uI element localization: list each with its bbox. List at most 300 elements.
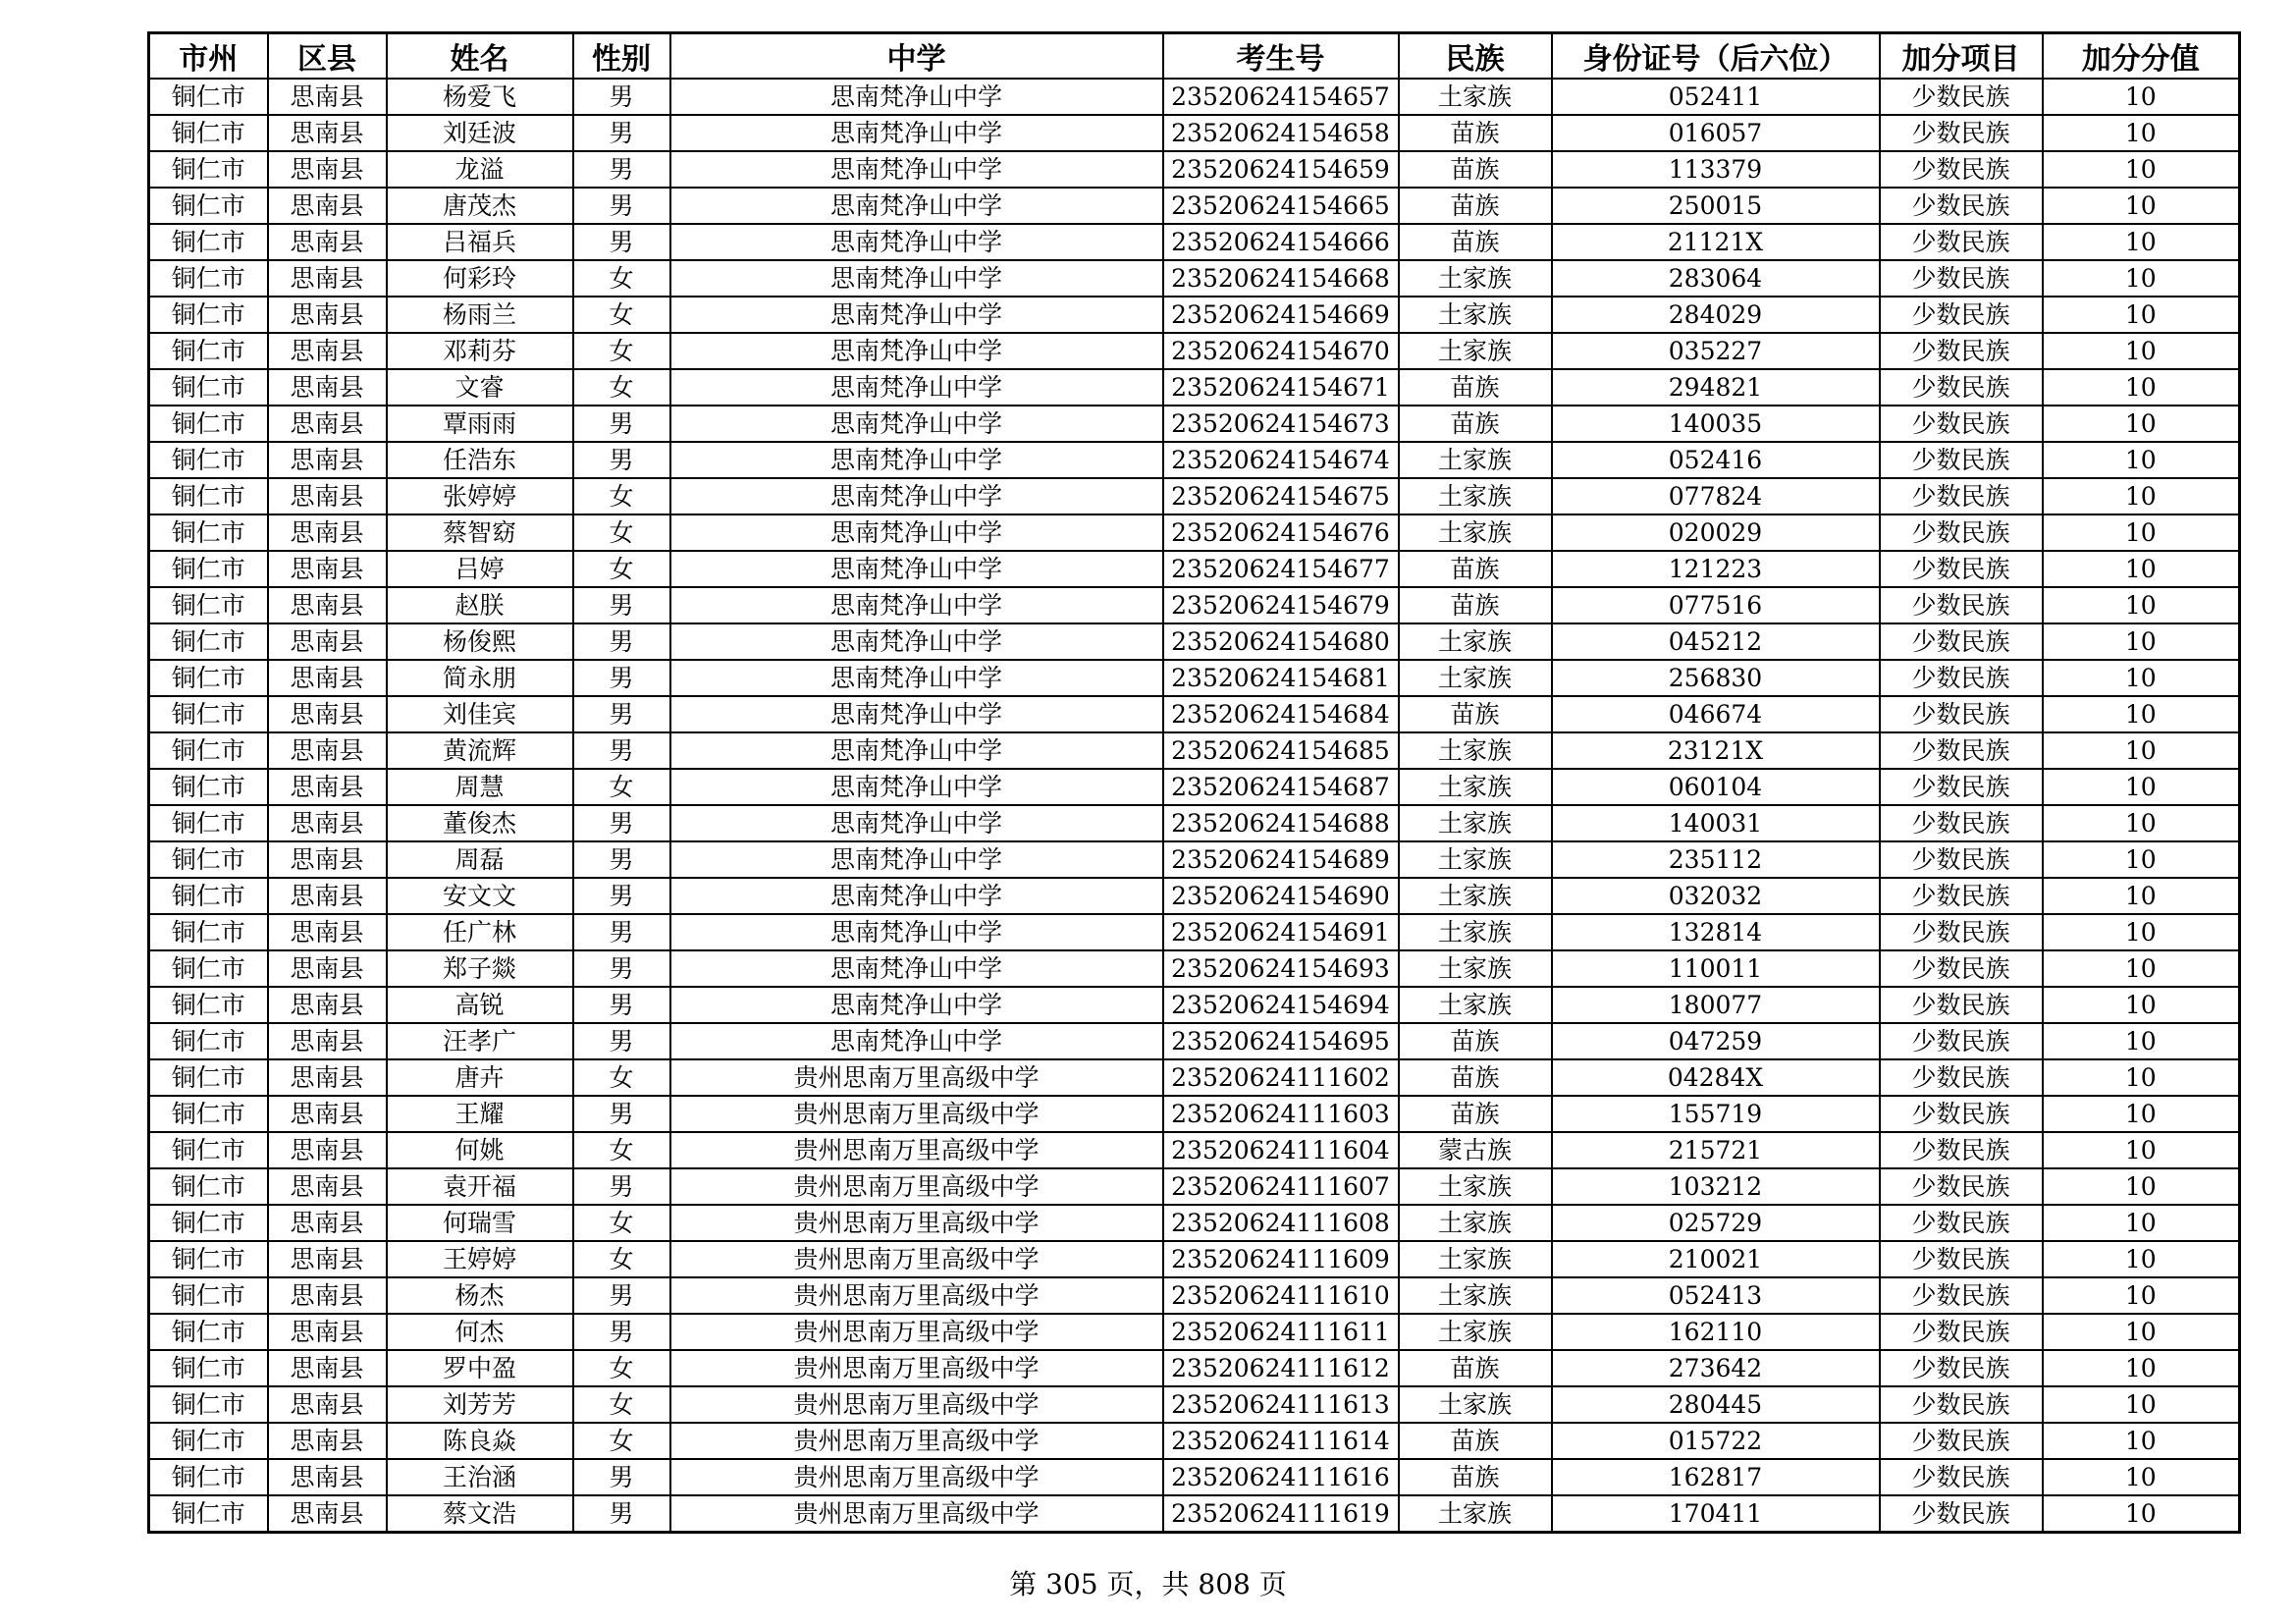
- cell-city: 铜仁市: [149, 551, 268, 587]
- cell-ethnicity: 土家族: [1399, 1314, 1552, 1350]
- cell-gender: 女: [573, 1059, 670, 1096]
- header-bonus-value: 加分分值: [2043, 33, 2240, 80]
- cell-gender: 女: [573, 333, 670, 369]
- cell-bonus-value: 10: [2043, 260, 2240, 297]
- table-row: [149, 1059, 2240, 1096]
- cell-gender: 男: [573, 805, 670, 841]
- cell-exam-number: 23520624154691: [1163, 914, 1399, 950]
- cell-city: 铜仁市: [149, 1059, 268, 1096]
- cell-bonus-value: 10: [2043, 1386, 2240, 1423]
- table-body: [149, 79, 2240, 1533]
- cell-id-last-six: 045212: [1552, 623, 1880, 660]
- cell-bonus-item: 少数民族: [1880, 551, 2043, 587]
- cell-gender: 女: [573, 1350, 670, 1386]
- cell-exam-number: 23520624154680: [1163, 623, 1399, 660]
- header-school: 中学: [670, 33, 1163, 80]
- cell-bonus-value: 10: [2043, 914, 2240, 950]
- cell-id-last-six: 04284X: [1552, 1059, 1880, 1096]
- cell-name: 袁开福: [387, 1168, 573, 1205]
- cell-city: 铜仁市: [149, 732, 268, 769]
- cell-school: 思南梵净山中学: [670, 79, 1163, 115]
- cell-ethnicity: 苗族: [1399, 369, 1552, 406]
- cell-city: 铜仁市: [149, 696, 268, 732]
- cell-exam-number: 23520624111603: [1163, 1096, 1399, 1132]
- cell-bonus-value: 10: [2043, 406, 2240, 442]
- cell-exam-number: 23520624154688: [1163, 805, 1399, 841]
- table-row: [149, 115, 2240, 151]
- cell-county: 思南县: [268, 1096, 387, 1132]
- cell-gender: 男: [573, 188, 670, 224]
- header-exam-number: 考生号: [1163, 33, 1399, 80]
- cell-gender: 男: [573, 623, 670, 660]
- cell-gender: 男: [573, 1495, 670, 1533]
- cell-city: 铜仁市: [149, 1386, 268, 1423]
- cell-bonus-value: 10: [2043, 1495, 2240, 1533]
- cell-school: 思南梵净山中学: [670, 297, 1163, 333]
- cell-name: 杨爱飞: [387, 79, 573, 115]
- cell-bonus-value: 10: [2043, 1277, 2240, 1314]
- cell-ethnicity: 土家族: [1399, 732, 1552, 769]
- cell-bonus-item: 少数民族: [1880, 1459, 2043, 1495]
- cell-gender: 女: [573, 551, 670, 587]
- cell-ethnicity: 土家族: [1399, 297, 1552, 333]
- cell-name: 文睿: [387, 369, 573, 406]
- cell-name: 刘芳芳: [387, 1386, 573, 1423]
- cell-bonus-value: 10: [2043, 1059, 2240, 1096]
- cell-school: 思南梵净山中学: [670, 406, 1163, 442]
- table-row: [149, 333, 2240, 369]
- cell-school: 思南梵净山中学: [670, 369, 1163, 406]
- cell-exam-number: 23520624154673: [1163, 406, 1399, 442]
- table-row: [149, 769, 2240, 805]
- cell-gender: 女: [573, 1241, 670, 1277]
- cell-school: 贵州思南万里高级中学: [670, 1423, 1163, 1459]
- cell-city: 铜仁市: [149, 1241, 268, 1277]
- cell-county: 思南县: [268, 623, 387, 660]
- cell-school: 思南梵净山中学: [670, 151, 1163, 188]
- cell-id-last-six: 215721: [1552, 1132, 1880, 1168]
- cell-city: 铜仁市: [149, 1168, 268, 1205]
- cell-id-last-six: 140035: [1552, 406, 1880, 442]
- cell-city: 铜仁市: [149, 769, 268, 805]
- cell-ethnicity: 苗族: [1399, 1423, 1552, 1459]
- cell-bonus-item: 少数民族: [1880, 1096, 2043, 1132]
- header-bonus-item: 加分项目: [1880, 33, 2043, 80]
- cell-county: 思南县: [268, 841, 387, 878]
- cell-exam-number: 23520624111607: [1163, 1168, 1399, 1205]
- cell-gender: 女: [573, 1132, 670, 1168]
- table-row: [149, 1459, 2240, 1495]
- cell-gender: 男: [573, 914, 670, 950]
- cell-bonus-value: 10: [2043, 732, 2240, 769]
- table-header: [149, 33, 2240, 80]
- cell-exam-number: 23520624154668: [1163, 260, 1399, 297]
- cell-id-last-six: 280445: [1552, 1386, 1880, 1423]
- cell-county: 思南县: [268, 1314, 387, 1350]
- cell-bonus-value: 10: [2043, 1168, 2240, 1205]
- cell-name: 何杰: [387, 1314, 573, 1350]
- cell-city: 铜仁市: [149, 151, 268, 188]
- cell-exam-number: 23520624111614: [1163, 1423, 1399, 1459]
- table-row: [149, 224, 2240, 260]
- cell-name: 唐卉: [387, 1059, 573, 1096]
- cell-name: 杨杰: [387, 1277, 573, 1314]
- cell-county: 思南县: [268, 115, 387, 151]
- cell-school: 思南梵净山中学: [670, 878, 1163, 914]
- cell-school: 思南梵净山中学: [670, 224, 1163, 260]
- cell-name: 王治涵: [387, 1459, 573, 1495]
- cell-bonus-value: 10: [2043, 551, 2240, 587]
- cell-school: 贵州思南万里高级中学: [670, 1350, 1163, 1386]
- cell-city: 铜仁市: [149, 406, 268, 442]
- header-gender: 性别: [573, 33, 670, 80]
- cell-county: 思南县: [268, 696, 387, 732]
- cell-name: 陈良焱: [387, 1423, 573, 1459]
- cell-school: 思南梵净山中学: [670, 841, 1163, 878]
- cell-exam-number: 23520624154694: [1163, 987, 1399, 1023]
- cell-id-last-six: 283064: [1552, 260, 1880, 297]
- cell-bonus-item: 少数民族: [1880, 841, 2043, 878]
- cell-gender: 男: [573, 1096, 670, 1132]
- cell-ethnicity: 土家族: [1399, 1277, 1552, 1314]
- table-row: [149, 1277, 2240, 1314]
- cell-name: 何瑞雪: [387, 1205, 573, 1241]
- cell-exam-number: 23520624154657: [1163, 79, 1399, 115]
- cell-bonus-value: 10: [2043, 297, 2240, 333]
- cell-bonus-value: 10: [2043, 1459, 2240, 1495]
- cell-gender: 女: [573, 514, 670, 551]
- cell-bonus-value: 10: [2043, 769, 2240, 805]
- cell-name: 吕福兵: [387, 224, 573, 260]
- cell-exam-number: 23520624111613: [1163, 1386, 1399, 1423]
- cell-school: 思南梵净山中学: [670, 914, 1163, 950]
- cell-name: 邓莉芬: [387, 333, 573, 369]
- cell-bonus-value: 10: [2043, 514, 2240, 551]
- cell-county: 思南县: [268, 1059, 387, 1096]
- cell-county: 思南县: [268, 260, 387, 297]
- cell-exam-number: 23520624154670: [1163, 333, 1399, 369]
- cell-bonus-item: 少数民族: [1880, 115, 2043, 151]
- cell-county: 思南县: [268, 805, 387, 841]
- cell-name: 何姚: [387, 1132, 573, 1168]
- cell-bonus-item: 少数民族: [1880, 805, 2043, 841]
- cell-bonus-item: 少数民族: [1880, 260, 2043, 297]
- cell-name: 周慧: [387, 769, 573, 805]
- cell-exam-number: 23520624154677: [1163, 551, 1399, 587]
- cell-city: 铜仁市: [149, 297, 268, 333]
- cell-exam-number: 23520624154658: [1163, 115, 1399, 151]
- cell-exam-number: 23520624111619: [1163, 1495, 1399, 1533]
- cell-name: 董俊杰: [387, 805, 573, 841]
- cell-exam-number: 23520624154665: [1163, 188, 1399, 224]
- cell-name: 罗中盈: [387, 1350, 573, 1386]
- cell-gender: 女: [573, 369, 670, 406]
- cell-id-last-six: 103212: [1552, 1168, 1880, 1205]
- cell-school: 思南梵净山中学: [670, 333, 1163, 369]
- cell-id-last-six: 077824: [1552, 478, 1880, 514]
- cell-bonus-item: 少数民族: [1880, 732, 2043, 769]
- cell-bonus-item: 少数民族: [1880, 878, 2043, 914]
- cell-ethnicity: 苗族: [1399, 224, 1552, 260]
- cell-bonus-value: 10: [2043, 950, 2240, 987]
- cell-bonus-value: 10: [2043, 79, 2240, 115]
- cell-school: 思南梵净山中学: [670, 1023, 1163, 1059]
- cell-ethnicity: 苗族: [1399, 1059, 1552, 1096]
- cell-exam-number: 23520624111602: [1163, 1059, 1399, 1096]
- cell-name: 蔡智窈: [387, 514, 573, 551]
- cell-name: 高锐: [387, 987, 573, 1023]
- table-row: [149, 987, 2240, 1023]
- cell-city: 铜仁市: [149, 587, 268, 623]
- cell-id-last-six: 21121X: [1552, 224, 1880, 260]
- cell-county: 思南县: [268, 442, 387, 478]
- cell-ethnicity: 土家族: [1399, 987, 1552, 1023]
- cell-gender: 男: [573, 950, 670, 987]
- cell-name: 张婷婷: [387, 478, 573, 514]
- cell-id-last-six: 052413: [1552, 1277, 1880, 1314]
- table-row: [149, 841, 2240, 878]
- cell-name: 王耀: [387, 1096, 573, 1132]
- cell-bonus-item: 少数民族: [1880, 333, 2043, 369]
- cell-bonus-item: 少数民族: [1880, 79, 2043, 115]
- table-row: [149, 514, 2240, 551]
- cell-ethnicity: 苗族: [1399, 1023, 1552, 1059]
- cell-id-last-six: 077516: [1552, 587, 1880, 623]
- cell-bonus-item: 少数民族: [1880, 587, 2043, 623]
- cell-name: 杨雨兰: [387, 297, 573, 333]
- cell-gender: 男: [573, 442, 670, 478]
- table-row: [149, 587, 2240, 623]
- cell-bonus-value: 10: [2043, 805, 2240, 841]
- table-row: [149, 1423, 2240, 1459]
- cell-school: 思南梵净山中学: [670, 551, 1163, 587]
- cell-school: 思南梵净山中学: [670, 514, 1163, 551]
- cell-city: 铜仁市: [149, 1023, 268, 1059]
- cell-city: 铜仁市: [149, 878, 268, 914]
- cell-exam-number: 23520624154675: [1163, 478, 1399, 514]
- cell-bonus-item: 少数民族: [1880, 188, 2043, 224]
- cell-name: 黄流辉: [387, 732, 573, 769]
- cell-county: 思南县: [268, 1423, 387, 1459]
- cell-id-last-six: 110011: [1552, 950, 1880, 987]
- table-row: [149, 1386, 2240, 1423]
- cell-bonus-value: 10: [2043, 841, 2240, 878]
- cell-id-last-six: 162817: [1552, 1459, 1880, 1495]
- table-row: [149, 369, 2240, 406]
- cell-county: 思南县: [268, 987, 387, 1023]
- cell-bonus-item: 少数民族: [1880, 1205, 2043, 1241]
- table-row: [149, 1350, 2240, 1386]
- cell-school: 贵州思南万里高级中学: [670, 1205, 1163, 1241]
- cell-county: 思南县: [268, 660, 387, 696]
- cell-id-last-six: 016057: [1552, 115, 1880, 151]
- cell-school: 贵州思南万里高级中学: [670, 1495, 1163, 1533]
- cell-city: 铜仁市: [149, 1423, 268, 1459]
- cell-city: 铜仁市: [149, 623, 268, 660]
- cell-bonus-item: 少数民族: [1880, 406, 2043, 442]
- cell-school: 贵州思南万里高级中学: [670, 1314, 1163, 1350]
- cell-school: 思南梵净山中学: [670, 732, 1163, 769]
- cell-exam-number: 23520624111608: [1163, 1205, 1399, 1241]
- cell-bonus-item: 少数民族: [1880, 224, 2043, 260]
- cell-id-last-six: 273642: [1552, 1350, 1880, 1386]
- cell-county: 思南县: [268, 1459, 387, 1495]
- cell-bonus-value: 10: [2043, 151, 2240, 188]
- cell-school: 思南梵净山中学: [670, 115, 1163, 151]
- cell-bonus-item: 少数民族: [1880, 1386, 2043, 1423]
- table-row: [149, 878, 2240, 914]
- cell-bonus-item: 少数民族: [1880, 1132, 2043, 1168]
- cell-city: 铜仁市: [149, 1205, 268, 1241]
- cell-bonus-item: 少数民族: [1880, 987, 2043, 1023]
- cell-id-last-six: 284029: [1552, 297, 1880, 333]
- cell-id-last-six: 052411: [1552, 79, 1880, 115]
- table-row: [149, 1168, 2240, 1205]
- cell-exam-number: 23520624111616: [1163, 1459, 1399, 1495]
- cell-bonus-item: 少数民族: [1880, 1495, 2043, 1533]
- table-row: [149, 950, 2240, 987]
- cell-ethnicity: 苗族: [1399, 151, 1552, 188]
- bonus-points-table: [147, 31, 2241, 1534]
- cell-name: 覃雨雨: [387, 406, 573, 442]
- cell-name: 任浩东: [387, 442, 573, 478]
- cell-bonus-value: 10: [2043, 660, 2240, 696]
- cell-ethnicity: 苗族: [1399, 188, 1552, 224]
- cell-id-last-six: 047259: [1552, 1023, 1880, 1059]
- cell-city: 铜仁市: [149, 1277, 268, 1314]
- cell-ethnicity: 土家族: [1399, 841, 1552, 878]
- cell-gender: 男: [573, 587, 670, 623]
- cell-id-last-six: 250015: [1552, 188, 1880, 224]
- cell-ethnicity: 土家族: [1399, 79, 1552, 115]
- cell-school: 思南梵净山中学: [670, 805, 1163, 841]
- cell-city: 铜仁市: [149, 1459, 268, 1495]
- cell-bonus-item: 少数民族: [1880, 442, 2043, 478]
- cell-school: 思南梵净山中学: [670, 188, 1163, 224]
- cell-school: 贵州思南万里高级中学: [670, 1168, 1163, 1205]
- cell-exam-number: 23520624111611: [1163, 1314, 1399, 1350]
- cell-city: 铜仁市: [149, 79, 268, 115]
- cell-id-last-six: 052416: [1552, 442, 1880, 478]
- table-row: [149, 732, 2240, 769]
- cell-exam-number: 23520624154689: [1163, 841, 1399, 878]
- cell-ethnicity: 土家族: [1399, 514, 1552, 551]
- cell-gender: 男: [573, 151, 670, 188]
- cell-id-last-six: 23121X: [1552, 732, 1880, 769]
- cell-id-last-six: 015722: [1552, 1423, 1880, 1459]
- cell-gender: 男: [573, 1314, 670, 1350]
- cell-school: 贵州思南万里高级中学: [670, 1132, 1163, 1168]
- cell-city: 铜仁市: [149, 188, 268, 224]
- cell-id-last-six: 060104: [1552, 769, 1880, 805]
- cell-school: 思南梵净山中学: [670, 987, 1163, 1023]
- cell-school: 贵州思南万里高级中学: [670, 1277, 1163, 1314]
- cell-gender: 女: [573, 1386, 670, 1423]
- cell-bonus-item: 少数民族: [1880, 914, 2043, 950]
- cell-bonus-item: 少数民族: [1880, 1168, 2043, 1205]
- cell-school: 思南梵净山中学: [670, 587, 1163, 623]
- cell-exam-number: 23520624154671: [1163, 369, 1399, 406]
- cell-bonus-item: 少数民族: [1880, 696, 2043, 732]
- cell-id-last-six: 121223: [1552, 551, 1880, 587]
- cell-city: 铜仁市: [149, 950, 268, 987]
- cell-gender: 男: [573, 878, 670, 914]
- cell-exam-number: 23520624154690: [1163, 878, 1399, 914]
- cell-id-last-six: 032032: [1552, 878, 1880, 914]
- cell-county: 思南县: [268, 950, 387, 987]
- cell-city: 铜仁市: [149, 369, 268, 406]
- cell-city: 铜仁市: [149, 1314, 268, 1350]
- cell-bonus-value: 10: [2043, 1423, 2240, 1459]
- cell-ethnicity: 土家族: [1399, 914, 1552, 950]
- cell-city: 铜仁市: [149, 805, 268, 841]
- cell-city: 铜仁市: [149, 1132, 268, 1168]
- cell-county: 思南县: [268, 1386, 387, 1423]
- table-row: [149, 696, 2240, 732]
- cell-county: 思南县: [268, 369, 387, 406]
- cell-county: 思南县: [268, 914, 387, 950]
- cell-bonus-value: 10: [2043, 696, 2240, 732]
- cell-exam-number: 23520624111604: [1163, 1132, 1399, 1168]
- cell-city: 铜仁市: [149, 514, 268, 551]
- cell-ethnicity: 土家族: [1399, 950, 1552, 987]
- cell-school: 思南梵净山中学: [670, 442, 1163, 478]
- cell-ethnicity: 苗族: [1399, 1096, 1552, 1132]
- table-row: [149, 1205, 2240, 1241]
- cell-bonus-item: 少数民族: [1880, 1277, 2043, 1314]
- cell-bonus-item: 少数民族: [1880, 1423, 2043, 1459]
- cell-name: 安文文: [387, 878, 573, 914]
- cell-school: 贵州思南万里高级中学: [670, 1459, 1163, 1495]
- cell-exam-number: 23520624154687: [1163, 769, 1399, 805]
- cell-school: 思南梵净山中学: [670, 950, 1163, 987]
- cell-exam-number: 23520624111610: [1163, 1277, 1399, 1314]
- cell-exam-number: 23520624154685: [1163, 732, 1399, 769]
- cell-id-last-six: 132814: [1552, 914, 1880, 950]
- cell-name: 龙溢: [387, 151, 573, 188]
- table-row: [149, 660, 2240, 696]
- cell-gender: 女: [573, 769, 670, 805]
- cell-bonus-item: 少数民族: [1880, 950, 2043, 987]
- table-row: [149, 442, 2240, 478]
- table-row: [149, 623, 2240, 660]
- cell-bonus-value: 10: [2043, 878, 2240, 914]
- table-row: [149, 406, 2240, 442]
- cell-gender: 男: [573, 1459, 670, 1495]
- header-county: 区县: [268, 33, 387, 80]
- cell-bonus-value: 10: [2043, 115, 2240, 151]
- cell-bonus-item: 少数民族: [1880, 1241, 2043, 1277]
- cell-city: 铜仁市: [149, 260, 268, 297]
- cell-bonus-value: 10: [2043, 1241, 2240, 1277]
- cell-city: 铜仁市: [149, 224, 268, 260]
- cell-bonus-item: 少数民族: [1880, 623, 2043, 660]
- cell-city: 铜仁市: [149, 115, 268, 151]
- cell-county: 思南县: [268, 478, 387, 514]
- cell-city: 铜仁市: [149, 987, 268, 1023]
- cell-gender: 男: [573, 660, 670, 696]
- cell-county: 思南县: [268, 224, 387, 260]
- header-row: [149, 33, 2240, 80]
- cell-ethnicity: 土家族: [1399, 1495, 1552, 1533]
- cell-name: 杨俊熙: [387, 623, 573, 660]
- cell-bonus-value: 10: [2043, 188, 2240, 224]
- cell-bonus-value: 10: [2043, 1023, 2240, 1059]
- cell-gender: 女: [573, 260, 670, 297]
- cell-county: 思南县: [268, 1495, 387, 1533]
- cell-school: 思南梵净山中学: [670, 769, 1163, 805]
- cell-id-last-six: 180077: [1552, 987, 1880, 1023]
